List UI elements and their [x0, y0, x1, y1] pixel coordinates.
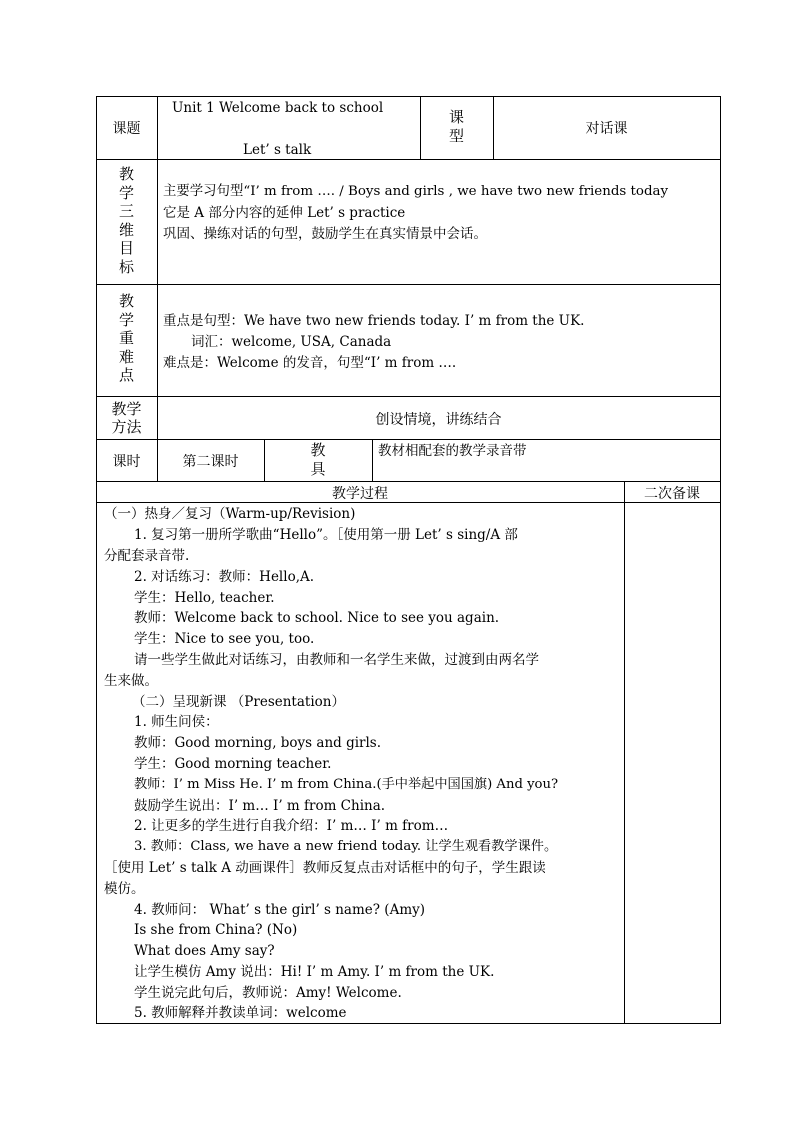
process-line: 教师：Good morning, boys and girls.: [134, 735, 382, 751]
tools-label: [264, 441, 372, 479]
process-line: 学生说完此句后，教师说：Amy! Welcome.: [134, 985, 402, 1001]
process-line: 鼓励学生说出：I’ m… I’ m from China.: [134, 798, 386, 814]
topic-title-line2: Let’ s talk: [243, 142, 312, 158]
rule-second-prep: [624, 481, 625, 1023]
process-line: 学生：Good morning teacher.: [134, 756, 332, 772]
process-line: 1. 复习第一册所学歌曲“Hello”。［使用第一册 Let’ s sing/A 部: [134, 527, 518, 543]
type-value: 对话课: [585, 121, 628, 137]
process-line: 让学生模仿 Amy 说出：Hi! I’ m Amy. I’ m from the UK.: [134, 964, 495, 980]
process-line: 5. 教师解释并教读单词：welcome: [134, 1005, 347, 1021]
process-line: 教师：I’ m Miss He. I’ m from China.(手中举起中国国旗) And you?: [134, 777, 559, 792]
keypoints-label-char: 重: [118, 329, 134, 347]
objectives-label-char: 维: [118, 220, 134, 239]
objectives-line: 它是 A 部分内容的延伸 Let’ s practice: [163, 205, 406, 221]
tools-label-char: 具: [310, 460, 326, 478]
process-line: ［使用 Let’ s talk A 动画课件］教师反复点击对话框中的句子，学生跟读: [104, 860, 546, 876]
process-line: 分配套录音带.: [104, 548, 190, 564]
rule-below-method: [96, 439, 721, 440]
method-value: 创设情境，讲练结合: [375, 412, 502, 428]
method-label-line: 方法: [111, 418, 142, 436]
rule-period-b: [372, 439, 373, 481]
rule-below-period: [96, 481, 721, 482]
objectives-label-char: 目: [118, 239, 134, 257]
type-label: [420, 108, 493, 145]
process-line: 2. 让更多的学生进行自我介绍：I’ m… I’ m from…: [134, 818, 449, 834]
topic-label: 课题: [112, 121, 141, 137]
tools-value: 教材相配套的教学录音带: [378, 443, 527, 459]
keypoints-line: 重点是句型：We have two new friends today. I’ m from the UK.: [163, 313, 585, 329]
rule-below-header: [96, 159, 721, 160]
process-line: （一）热身／复习（Warm-up/Revision): [104, 506, 356, 522]
process-line: 1. 师生问侯：: [134, 714, 219, 730]
period-value: 第二课时: [182, 454, 239, 470]
process-line: 2. 对话练习：教师：Hello,A.: [134, 569, 315, 585]
keypoints-label-char: 学: [118, 310, 134, 329]
topic-title-line1: Unit 1 Welcome back to school: [172, 100, 384, 116]
objectives-label-char: 标: [118, 257, 134, 276]
process-line: 请一些学生做此对话练习，由教师和一名学生来做，过渡到由两名学: [134, 652, 539, 668]
method-label: [96, 400, 157, 436]
process-line: Is she from China? (No): [134, 922, 298, 938]
process-header: 教学过程: [332, 486, 388, 502]
type-label-char: 型: [448, 126, 464, 145]
method-label-line: 教学: [111, 400, 142, 418]
period-label: 课时: [112, 454, 141, 470]
process-line: 3. 教师：Class, we have a new friend today. 让学生观看教学课件。: [134, 839, 558, 854]
rule-top: [96, 96, 721, 97]
process-line: 学生：Hello, teacher.: [134, 590, 275, 606]
tools-label-char: 教: [310, 441, 326, 459]
process-line: （二）呈现新课 （Presentation）: [132, 694, 345, 710]
objectives-label-char: 学: [118, 183, 134, 202]
rule-right: [720, 96, 721, 1023]
process-line: What does Amy say?: [134, 943, 275, 959]
second-prep-header: 二次备课: [644, 486, 700, 502]
process-line: 学生：Nice to see you, too.: [134, 631, 315, 647]
keypoints-label-char: 点: [118, 366, 134, 384]
type-label-char: 课: [448, 108, 464, 126]
rule-below-keypoints: [96, 396, 721, 397]
objectives-line: 主要学习句型“I’ m from …. / Boys and girls , we have two new friends today: [163, 184, 669, 199]
keypoints-label-char: 教: [118, 292, 134, 310]
rule-below-objectives: [96, 284, 721, 285]
process-line: 生来做。: [104, 673, 158, 689]
keypoints-line: 词汇：welcome, USA, Canada: [191, 334, 392, 350]
objectives-label-char: 三: [118, 202, 134, 220]
keypoints-line: 难点是：Welcome 的发音，句型“I’ m from ….: [163, 355, 457, 371]
process-line: 模仿。: [104, 881, 145, 897]
objectives-label-char: 教: [118, 165, 134, 183]
keypoints-label-char: 难: [118, 347, 134, 366]
keypoints-label: [96, 292, 157, 385]
process-line: 4. 教师问： What’ s the girl’ s name? (Amy): [134, 902, 426, 918]
process-line: 教师：Welcome back to school. Nice to see you again.: [134, 610, 500, 626]
objectives-line: 巩固、操练对话的句型，鼓励学生在真实情景中会话。: [163, 226, 487, 242]
objectives-label: [96, 165, 157, 276]
